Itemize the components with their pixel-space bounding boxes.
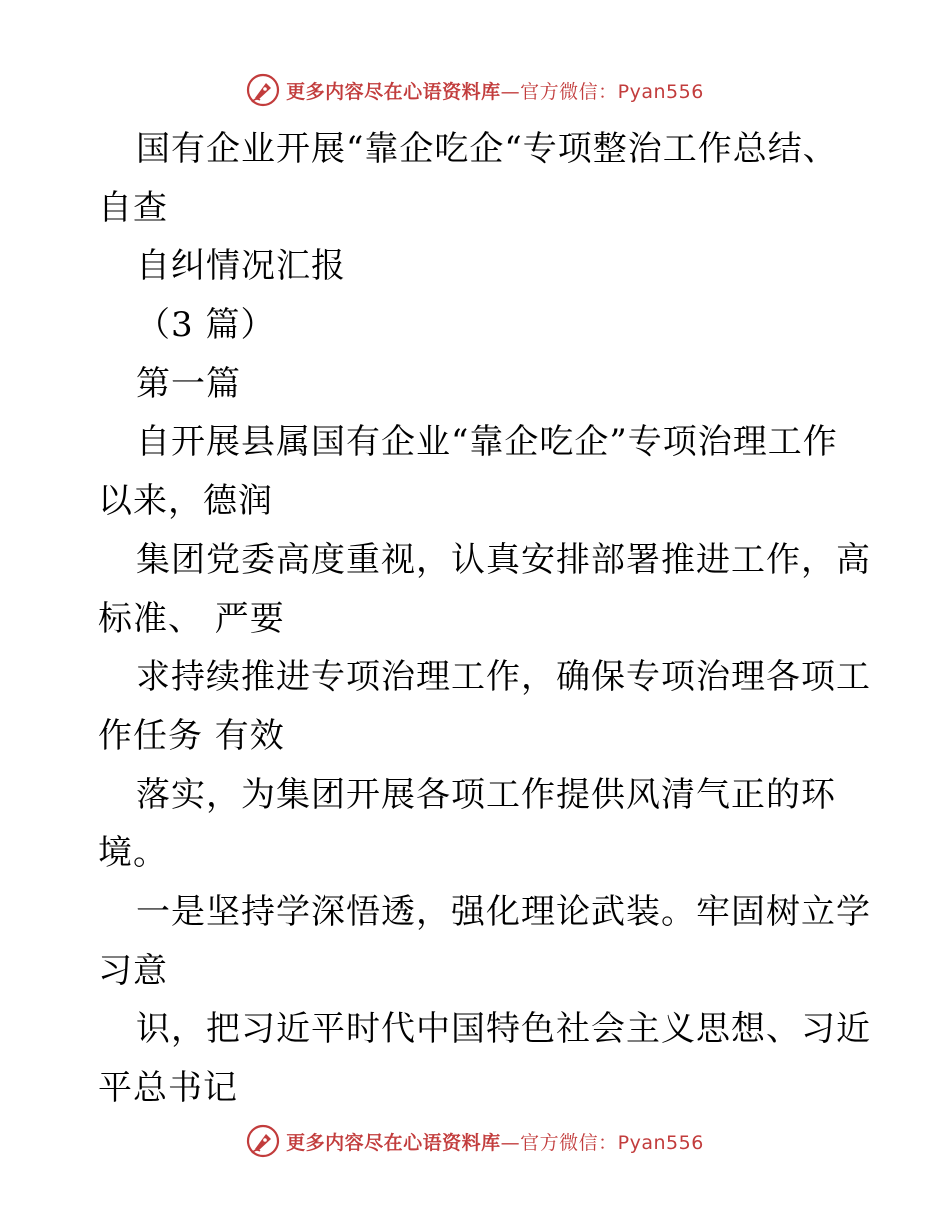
text-line: 以来，德润 [98,481,273,522]
text-line: 求持续推进专项治理工作，确保专项治理各项工 [136,657,871,698]
text-line: 自查 [98,187,168,228]
footer-watermark [0,1119,950,1163]
watermark-text: 更多内容尽在心语资料库—官方微信：Pyan556 [286,80,704,103]
text-line: 识，把习近平时代中国特色社会主义思想、习近 [136,1009,871,1050]
header-watermark [0,68,950,112]
text-line: 平总书记 [98,1068,238,1108]
text-line: 自开展县属国有企业“靠企吃企”专项治理工作 [136,422,838,463]
text-line: 作任务 有效 [98,715,285,756]
text-line: 境。 [98,833,168,874]
text-line: 第一篇 [136,363,241,404]
pen-nib-logo-icon [246,1124,280,1158]
text-line: （3 篇） [136,305,276,346]
text-line: 自纠情况汇报 [136,246,346,287]
text-line: 落实，为集团开展各项工作提供风清气正的环 [136,774,836,815]
document-body [98,120,871,1118]
watermark-text: 更多内容尽在心语资料库—官方微信：Pyan556 [286,1131,704,1154]
text-line: 习意 [98,950,168,991]
pen-nib-logo-icon [246,73,280,107]
text-line: 一是坚持学深悟透，强化理论武装。牢固树立学 [136,891,871,932]
text-line: 国有企业开展“靠企吃企“专项整治工作总结、 [136,129,838,169]
text-line: 标准、 严要 [98,598,285,639]
text-line: 集团党委高度重视，认真安排部署推进工作，高 [136,539,871,580]
